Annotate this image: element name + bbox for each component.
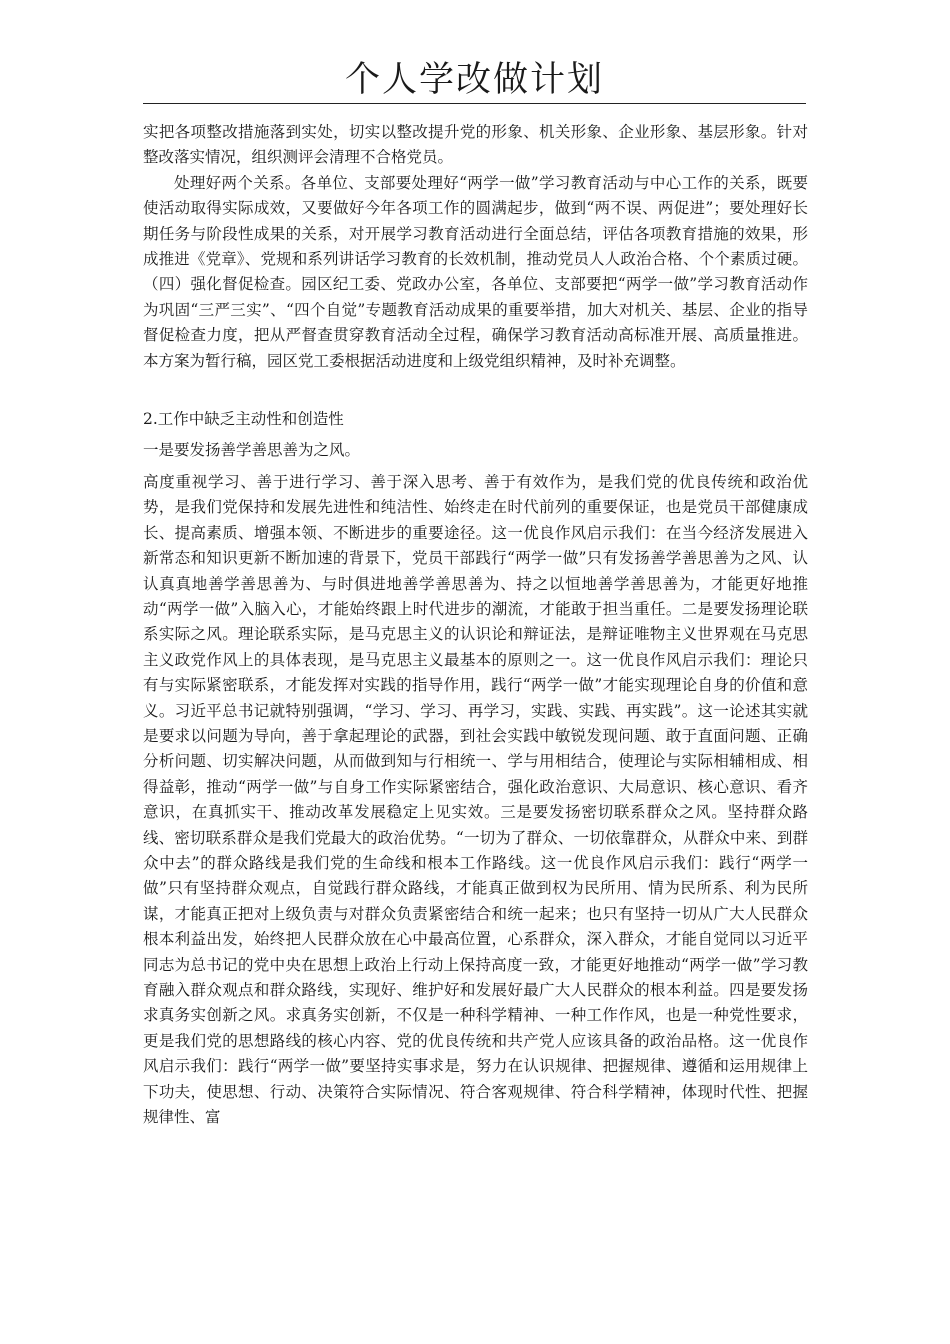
body-paragraph: 高度重视学习、善于进行学习、善于深入思考、善于有效作为，是我们党的优良传统和政治优势，是我们党保持和发展先进性和纯洁性、始终走在时代前列的重要保证，也是党员干部健康成长、提高素质、增强本领、不断进步的重要途径。这一优良作风启示我们：在当今经济发展进入新常态和知识更新不断加速的背景下，党员干部践行“两学一做”只有发扬善学善思善为之风、认认真真地善学善思善为、与时俱进地善学善思善为、持之以恒地善学善思善为，才能更好地推动“两学一做”入脑入心，才能始终跟上时代进步的潮流，才能敢于担当重任。二是要发扬理论联系实际之风。理论联系实际，是马克思主义的认识论和辩证法，是辩证唯物主义世界观在马克思主义政党作风上的具体表现，是马克思主义最基本的原则之一。这一优良作风启示我们：理论只有与实际紧密联系，才能发挥对实践的指导作用，践行“两学一做”才能实现理论自身的价值和意义。习近平总书记就特别强调，“学习、学习、再学习，实践、实践、再实践”。这一论述其实就是要求以问题为导向，善于拿起理论的武器，到社会实践中敏锐发现问题、敢于直面问题、正确分析问题、切实解决问题，从而做到知与行相统一、学与用相结合，使理论与实际相辅相成、相得益彰，推动“两学一做”与自身工作实际紧密结合，强化政治意识、大局意识、核心意识、看齐意识，在真抓实干、推动改革发展稳定上见实效。三是要发扬密切联系群众之风。坚持群众路线、密切联系群众是我们党最大的政治优势。“一切为了群众、一切依靠群众，从群众中来、到群众中去”的群众路线是我们党的生命线和根本工作路线。这一优良作风启示我们：践行“两学一做”只有坚持群众观点，自觉践行群众路线，才能真正做到权为民所用、情为民所系、利为民所谋，才能真正把对上级负责与对群众负责紧密结合和统一起来；也只有坚持一切从广大人民群众根本利益出发，始终把人民群众放在心中最高位置，心系群众，深入群众，才能自觉同以习近平同志为总书记的党中央在思想上政治上行动上保持高度一致，才能更好地推动“两学一做”学习教育融入群众观点和群众路线，实现好、维护好和发展好最广大人民群众的根本利益。四是要发扬求真务实创新之风。求真务实创新，不仅是一种科学精神、一种工作作风，也是一种党性要求，更是我们党的思想路线的核心内容、党的优良传统和共产党人应该具备的政治品格。这一优良作风启示我们：践行“两学一做”要坚持实事求是，努力在认识规律、把握规律、遵循和运用规律上下功夫，使思想、行动、决策符合实际情况、符合客观规律、符合科学精神，体现时代性、把握规律性、富 — [143, 472, 808, 1127]
paragraph-gap — [143, 374, 808, 407]
subheading: 一是要发扬善学善思善为之风。 — [143, 441, 361, 460]
title-divider — [143, 103, 806, 104]
document-body — [143, 120, 808, 1130]
paragraph-two-relations: 处理好两个关系。各单位、支部要处理好“两学一做”学习教育活动与中心工作的关系，既要使活动取得实际成效，又要做好今年各项工作的圆满起步，做到“两不误、两促进”；要处理好长期任务与阶段性成果的关系，对开展学习教育活动进行全面总结，评估各项教育措施的效果，形成推进《党章》、党规和系列讲话学习教育的长效机制，推动党员人人政治合格、个个素质过硬。（四）强化督促检查。园区纪工委、党政办公室，各单位、支部要把“两学一做”学习教育活动作为巩固“三严三实”、“四个自觉”专题教育活动成果的重要举措，加大对机关、基层、企业的指导督促检查力度，把从严督查贯穿教育活动全过程，确保学习教育活动高标准开展、高质量推进。 本方案为暂行稿，园区党工委根据活动进度和上级党组织精神，及时补充调整。 — [143, 173, 808, 370]
section-heading: 2.工作中缺乏主动性和创造性 — [143, 410, 344, 429]
page-title: 个人学改做计划 — [344, 60, 604, 100]
paragraph-continuation: 实把各项整改措施落到实处，切实以整改提升党的形象、机关形象、企业形象、基层形象。针对整改落实情况，组织测评会清理不合格党员。 — [143, 123, 808, 167]
